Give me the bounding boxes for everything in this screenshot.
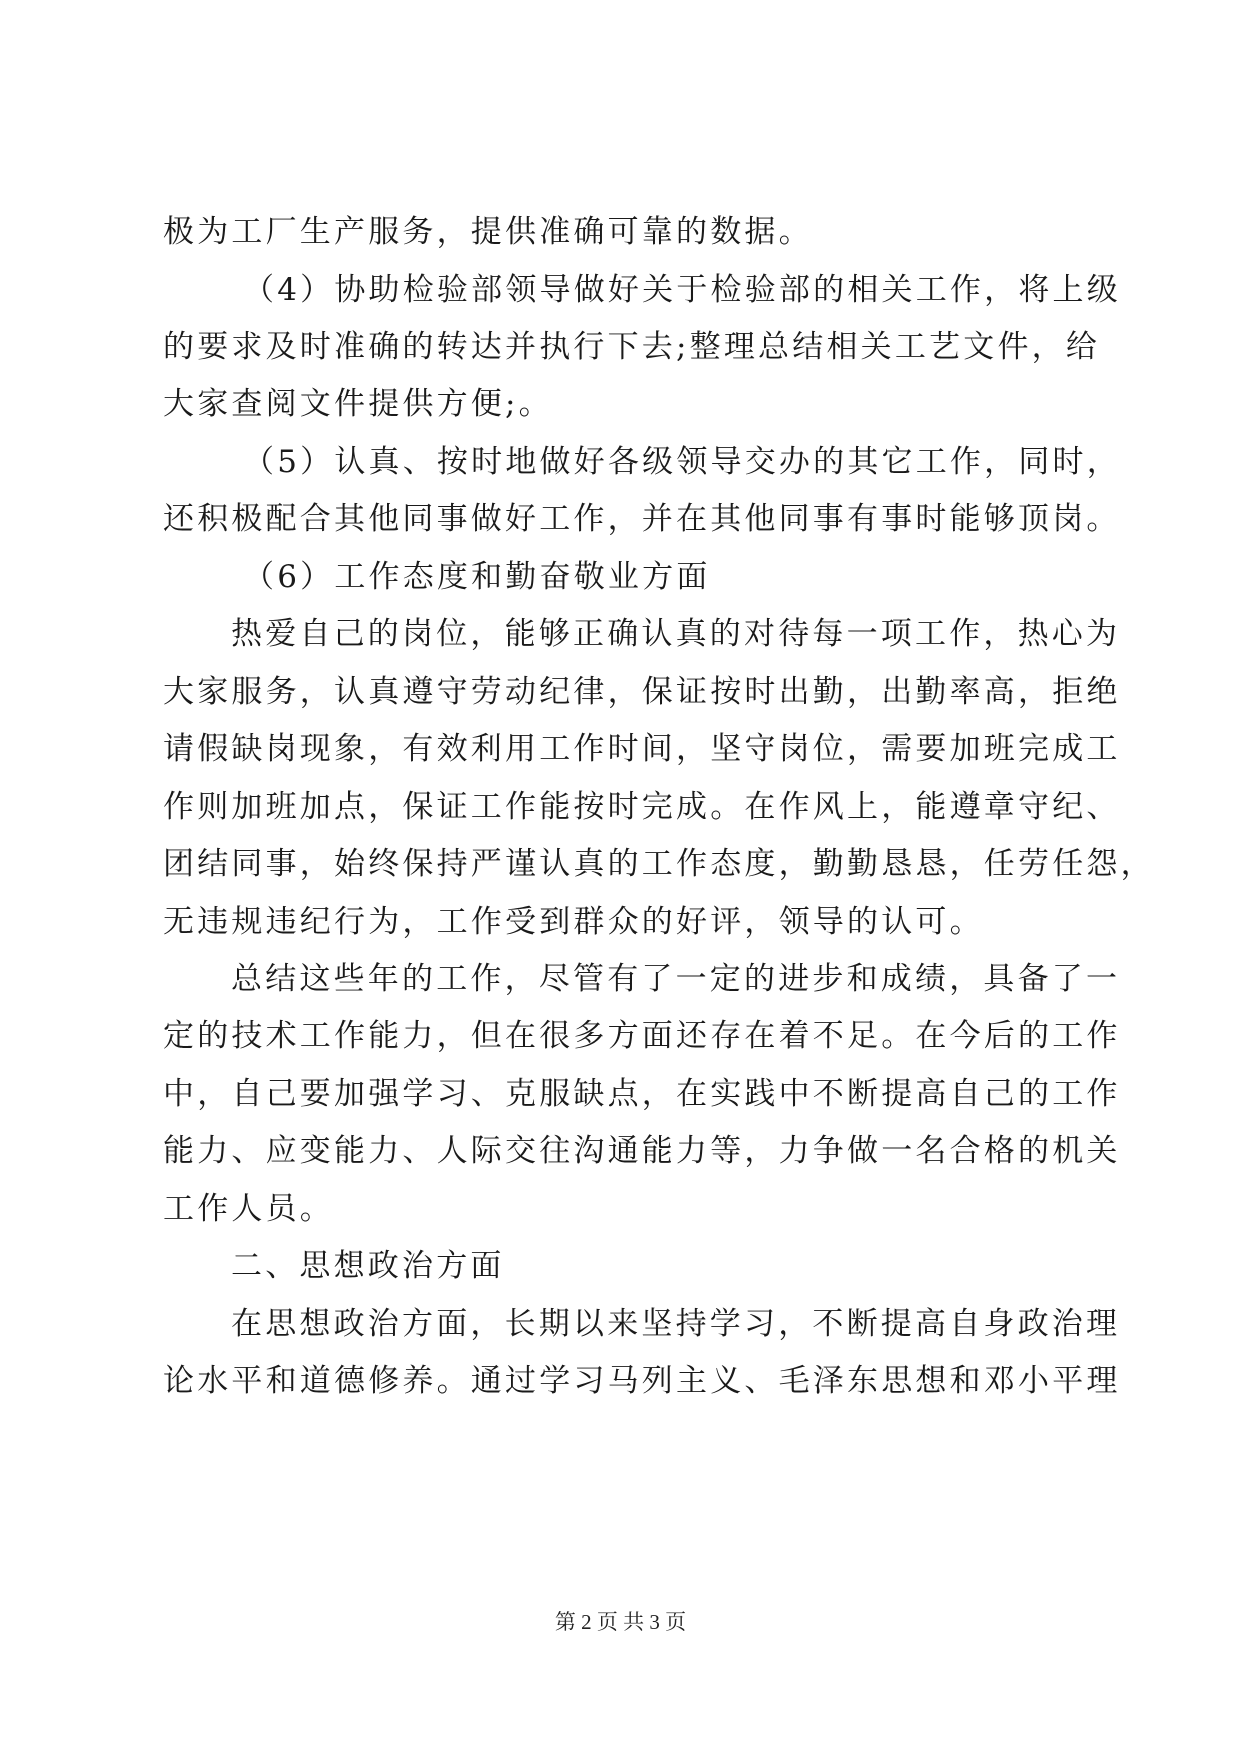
text-line-1: 极为工厂生产服务，提供准确可靠的数据。	[163, 214, 813, 250]
text-line-3: 的要求及时准确的转达并执行下去;整理总结相关工艺文件，给	[163, 329, 1101, 365]
text-line-21: 论水平和道德修养。通过学习马列主义、毛泽东思想和邓小平理	[163, 1363, 1121, 1399]
text-line-8: 热爱自己的岗位，能够正确认真的对待每一项工作，热心为	[231, 616, 1121, 652]
text-line-16: 中，自己要加强学习、克服缺点，在实践中不断提高自己的工作	[163, 1076, 1121, 1112]
text-line-7: （6）工作态度和勤奋敬业方面	[243, 559, 711, 595]
page-number-footer: 第 2 页 共 3 页	[554, 1610, 687, 1634]
text-line-4: 大家查阅文件提供方便;。	[163, 386, 553, 422]
text-line-15: 定的技术工作能力，但在很多方面还存在着不足。在今后的工作	[163, 1018, 1121, 1054]
text-line-9: 大家服务，认真遵守劳动纪律，保证按时出勤，出勤率高，拒绝	[163, 674, 1121, 710]
text-line-20: 在思想政治方面，长期以来坚持学习，不断提高自身政治理	[231, 1306, 1121, 1342]
text-line-5: （5）认真、按时地做好各级领导交办的其它工作，同时，	[243, 444, 1121, 480]
text-line-14: 总结这些年的工作，尽管有了一定的进步和成绩，具备了一	[231, 961, 1121, 997]
text-line-17: 能力、应变能力、人际交往沟通能力等，力争做一名合格的机关	[163, 1133, 1121, 1169]
text-line-11: 作则加班加点，保证工作能按时完成。在作风上，能遵章守纪、	[163, 789, 1121, 825]
text-line-13: 无违规违纪行为，工作受到群众的好评，领导的认可。	[163, 904, 984, 940]
text-line-2: （4）协助检验部领导做好关于检验部的相关工作，将上级	[243, 272, 1121, 308]
text-line-6: 还积极配合其他同事做好工作，并在其他同事有事时能够顶岗。	[163, 501, 1121, 537]
text-line-10: 请假缺岗现象，有效利用工作时间，坚守岗位，需要加班完成工	[163, 731, 1121, 767]
text-line-18: 工作人员。	[163, 1191, 334, 1227]
text-line-12: 团结同事，始终保持严谨认真的工作态度，勤勤恳恳，任劳任怨，	[163, 846, 1155, 882]
section-heading: 二、思想政治方面	[231, 1248, 505, 1284]
